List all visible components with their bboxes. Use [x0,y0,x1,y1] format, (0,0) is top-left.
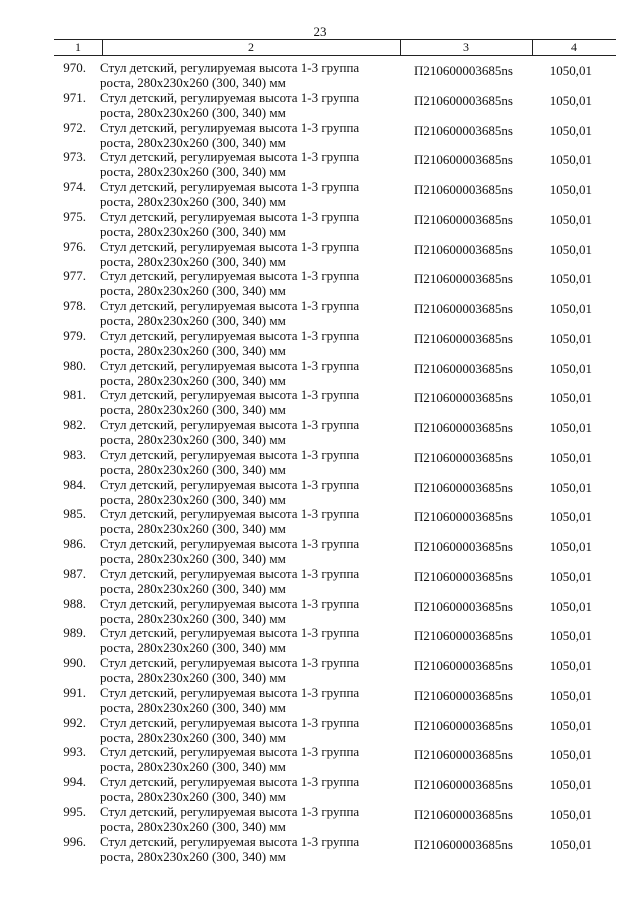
row-description [100,625,390,655]
description-line-2: роста, 280x230x260 (300, 340) мм [100,729,286,745]
row-price: 1050,01 [549,330,592,346]
row-code: П210600003685ns [414,390,513,406]
row-description [100,209,390,239]
row-description [100,536,390,566]
table-row [0,417,640,447]
description-line-1: Стул детский, регулируемая высота 1-3 группа [100,179,360,194]
table-row [0,536,640,566]
table-row [0,477,640,507]
description-line-2: роста, 280x230x260 (300, 340) мм [100,134,286,150]
row-code: П210600003685ns [414,568,513,584]
description-line-2: роста, 280x230x260 (300, 340) мм [100,402,286,418]
row-price: 1050,01 [549,449,592,465]
description-line-2: роста, 280x230x260 (300, 340) мм [100,342,286,358]
header-col-4: 4 [571,40,577,54]
row-price: 1050,01 [549,598,592,614]
row-number: 973. [63,149,86,165]
row-price: 1050,01 [549,122,592,138]
row-number: 992. [63,714,86,730]
description-line-2: роста, 280x230x260 (300, 340) мм [100,223,286,239]
description-line-2: роста, 280x230x260 (300, 340) мм [100,313,286,328]
row-number: 987. [63,565,86,581]
row-number: 993. [63,744,86,760]
row-description [100,596,390,626]
row-code: П210600003685ns [414,747,513,763]
row-price: 1050,01 [549,836,592,852]
row-code: П210600003685ns [414,360,513,376]
row-price: 1050,01 [549,211,592,227]
description-line-1: Стул детский, регулируемая высота 1-3 группа [100,774,360,789]
row-description [100,239,390,269]
description-line-1: Стул детский, регулируемая высота 1-3 группа [100,149,360,165]
row-number: 995. [63,803,86,819]
row-code: П210600003685ns [414,658,513,673]
row-number: 978. [63,298,86,313]
table-row [0,447,640,477]
row-description [100,149,390,179]
row-code: П210600003685ns [414,806,513,822]
description-line-1: Стул детский, регулируемая высота 1-3 группа [100,208,360,224]
row-code: П210600003685ns [414,122,513,138]
description-line-1: Стул детский, регулируемая высота 1-3 группа [100,506,360,522]
row-description [100,774,390,804]
row-price: 1050,01 [549,568,592,584]
row-description [100,179,390,209]
row-price: 1050,01 [549,539,592,554]
row-code: П210600003685ns [414,241,513,257]
row-price: 1050,01 [549,360,592,376]
row-number: 980. [63,357,86,373]
description-line-2: роста, 280x230x260 (300, 340) мм [100,461,286,477]
table-row [0,596,640,626]
description-line-1: Стул детский, регулируемая высота 1-3 группа [100,446,360,462]
row-price: 1050,01 [549,777,592,792]
description-line-2: роста, 280x230x260 (300, 340) мм [100,699,286,715]
row-number: 979. [63,327,86,343]
row-price: 1050,01 [549,63,592,78]
row-code: П210600003685ns [414,628,513,644]
row-price: 1050,01 [549,301,592,316]
row-price: 1050,01 [549,390,592,406]
row-price: 1050,01 [549,420,592,435]
table-row [0,209,640,239]
row-code: П210600003685ns [414,717,513,733]
description-line-2: роста, 280x230x260 (300, 340) мм [100,372,286,388]
row-description [100,417,390,447]
row-description [100,90,390,120]
row-price: 1050,01 [549,479,592,495]
row-number: 983. [63,446,86,462]
description-line-2: роста, 280x230x260 (300, 340) мм [100,551,286,566]
row-description [100,655,390,685]
row-code: П210600003685ns [414,598,513,614]
description-line-2: роста, 280x230x260 (300, 340) мм [100,283,286,299]
row-number: 971. [63,89,86,105]
description-line-2: роста, 280x230x260 (300, 340) мм [100,521,286,537]
row-price: 1050,01 [549,628,592,644]
table-row [0,774,640,804]
row-code: П210600003685ns [414,271,513,287]
row-description [100,506,390,536]
row-description [100,268,390,298]
row-price: 1050,01 [549,806,592,822]
row-price: 1050,01 [549,658,592,673]
description-line-2: роста, 280x230x260 (300, 340) мм [100,253,286,269]
row-number: 994. [63,774,86,789]
row-description [100,298,390,328]
row-description [100,685,390,715]
row-price: 1050,01 [549,747,592,763]
row-code: П210600003685ns [414,420,513,435]
table-row [0,387,640,417]
description-line-2: роста, 280x230x260 (300, 340) мм [100,759,286,775]
row-price: 1050,01 [549,92,592,108]
description-line-2: роста, 280x230x260 (300, 340) мм [100,610,286,626]
row-code: П210600003685ns [414,449,513,465]
row-number: 988. [63,595,86,611]
table-row [0,804,640,834]
table-row [0,655,640,685]
description-line-1: Стул детский, регулируемая высота 1-3 группа [100,476,360,492]
row-code: П210600003685ns [414,479,513,495]
row-price: 1050,01 [549,509,592,525]
page-number: 23 [313,24,327,39]
description-line-1: Стул детский, регулируемая высота 1-3 группа [100,119,360,135]
table-row [0,179,640,209]
row-description [100,328,390,358]
row-code: П210600003685ns [414,92,513,108]
table-row [0,566,640,596]
table-row [0,834,640,864]
row-description [100,804,390,834]
row-number: 974. [63,179,86,194]
table-row [0,120,640,150]
description-line-2: роста, 280x230x260 (300, 340) мм [100,432,286,447]
table-row [0,625,640,655]
description-line-1: Стул детский, регулируемая высота 1-3 группа [100,655,360,670]
row-code: П210600003685ns [414,509,513,525]
row-number: 977. [63,268,86,284]
table-row [0,358,640,388]
header-col-3: 3 [463,40,469,54]
description-line-1: Стул детский, регулируемая высота 1-3 группа [100,268,360,284]
row-price: 1050,01 [549,271,592,287]
row-number: 984. [63,476,86,492]
row-code: П210600003685ns [414,182,513,197]
row-code: П210600003685ns [414,777,513,792]
row-description [100,358,390,388]
row-code: П210600003685ns [414,63,513,78]
row-number: 982. [63,417,86,432]
table-row [0,60,640,90]
row-code: П210600003685ns [414,330,513,346]
table-row [0,685,640,715]
row-price: 1050,01 [549,152,592,168]
description-line-1: Стул детский, регулируемая высота 1-3 группа [100,625,360,641]
row-number: 986. [63,536,86,551]
row-number: 991. [63,684,86,700]
description-line-1: Стул детский, регулируемая высота 1-3 группа [100,89,360,105]
description-line-2: роста, 280x230x260 (300, 340) мм [100,194,286,209]
description-line-1: Стул детский, регулируемая высота 1-3 группа [100,714,360,730]
row-description [100,120,390,150]
description-line-1: Стул детский, регулируемая высота 1-3 группа [100,536,360,551]
description-line-1: Стул детский, регулируемая высота 1-3 группа [100,417,360,432]
row-description [100,744,390,774]
description-line-2: роста, 280x230x260 (300, 340) мм [100,670,286,685]
description-line-2: роста, 280x230x260 (300, 340) мм [100,818,286,834]
table-header [54,39,616,56]
row-number: 976. [63,238,86,254]
description-line-2: роста, 280x230x260 (300, 340) мм [100,75,286,90]
description-line-1: Стул детский, регулируемая высота 1-3 группа [100,357,360,373]
row-number: 989. [63,625,86,641]
header-col-1: 1 [75,40,81,54]
row-number: 990. [63,655,86,670]
description-line-2: роста, 280x230x260 (300, 340) мм [100,580,286,596]
table-row [0,506,640,536]
row-description [100,715,390,745]
row-code: П210600003685ns [414,301,513,316]
row-number: 996. [63,833,86,849]
row-price: 1050,01 [549,687,592,703]
description-line-1: Стул детский, регулируемая высота 1-3 группа [100,595,360,611]
row-description [100,447,390,477]
table-row [0,298,640,328]
description-line-2: роста, 280x230x260 (300, 340) мм [100,640,286,656]
description-line-2: роста, 280x230x260 (300, 340) мм [100,491,286,507]
description-line-1: Стул детский, регулируемая высота 1-3 группа [100,565,360,581]
description-line-2: роста, 280x230x260 (300, 340) мм [100,104,286,120]
table-row [0,239,640,269]
description-line-1: Стул детский, регулируемая высота 1-3 группа [100,238,360,254]
description-line-1: Стул детский, регулируемая высота 1-3 группа [100,744,360,760]
row-code: П210600003685ns [414,539,513,554]
row-code: П210600003685ns [414,836,513,852]
description-line-1: Стул детский, регулируемая высота 1-3 группа [100,60,360,75]
row-description [100,387,390,417]
description-line-1: Стул детский, регулируемая высота 1-3 группа [100,387,360,403]
row-description [100,566,390,596]
row-description [100,834,390,864]
row-price: 1050,01 [549,182,592,197]
table-row [0,90,640,120]
row-number: 985. [63,506,86,522]
table-row [0,149,640,179]
header-col-2: 2 [248,40,254,54]
table-row [0,328,640,358]
row-number: 972. [63,119,86,135]
row-description [100,60,390,90]
table-row [0,744,640,774]
description-line-2: роста, 280x230x260 (300, 340) мм [100,789,286,804]
row-code: П210600003685ns [414,152,513,168]
row-price: 1050,01 [549,717,592,733]
row-number: 975. [63,208,86,224]
table-row [0,715,640,745]
description-line-1: Стул детский, регулируемая высота 1-3 группа [100,298,360,313]
row-code: П210600003685ns [414,211,513,227]
row-number: 981. [63,387,86,403]
row-price: 1050,01 [549,241,592,257]
description-line-1: Стул детский, регулируемая высота 1-3 группа [100,327,360,343]
description-line-2: роста, 280x230x260 (300, 340) мм [100,164,286,180]
row-code: П210600003685ns [414,687,513,703]
row-description [100,477,390,507]
description-line-2: роста, 280x230x260 (300, 340) мм [100,848,286,864]
description-line-1: Стул детский, регулируемая высота 1-3 группа [100,803,360,819]
description-line-1: Стул детский, регулируемая высота 1-3 группа [100,833,360,849]
description-line-1: Стул детский, регулируемая высота 1-3 группа [100,684,360,700]
table-row [0,268,640,298]
row-number: 970. [63,60,86,75]
